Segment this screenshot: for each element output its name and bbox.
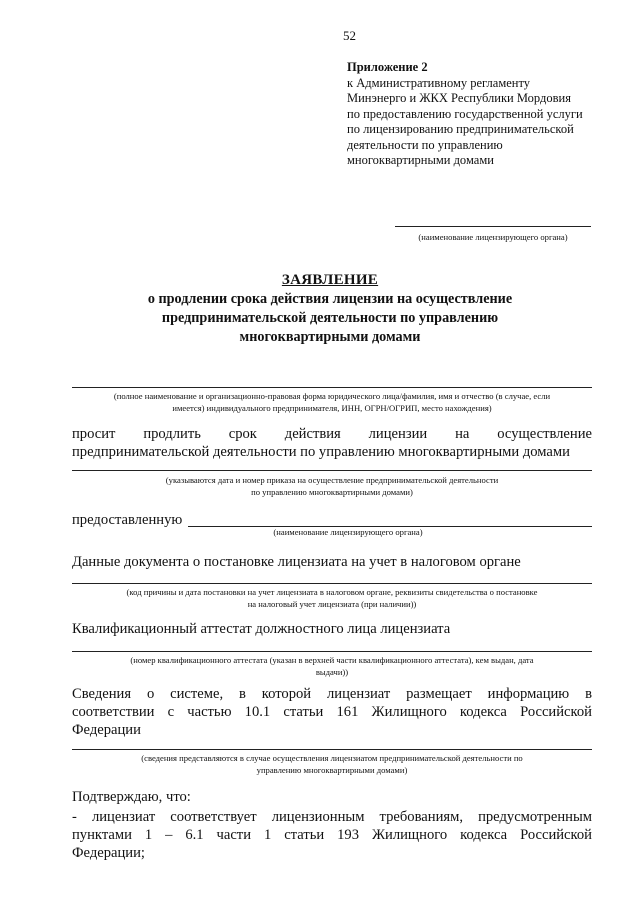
caption-line: управлению многоквартирными домами) [256,765,408,775]
applicant-caption [72,390,592,414]
certificate-line[interactable] [72,651,592,652]
document-heading [70,271,590,347]
heading-line: предпринимательской деятельности по управлению [161,310,499,326]
caption-line: (полное наименование и организационно-правовая форма юридического лица/фамилия, имя и отчество (в случае, если [113,391,551,401]
appendix-title: Приложение 2 [347,60,428,74]
confirm-line-2: пунктами 1 – 6.1 части 1 статьи 193 Жилищного кодекса Российской [72,827,592,843]
caption-line: по управлению многоквартирными домами) [251,487,413,497]
caption-line: (код причины и дата постановки на учет лицензиата в налоговом органе, реквизиты свидетельства о постановке [126,587,538,597]
system-line-3: Федерации [72,722,141,738]
licensing-body-line[interactable] [395,226,591,227]
system-caption [72,752,592,776]
caption-line: имеется) индивидуального предпринимателя, ИНН, ОГРН/ОГРИП, место нахождения) [172,403,492,413]
appendix-line: к Административному регламенту [347,75,531,90]
provided-label: предоставленную [72,512,183,528]
appendix-line: Минэнерго и ЖКХ Республики Мордовия [347,91,571,105]
tax-label: Данные документа о постановке лицензиата на учет в налоговом органе [72,554,521,570]
tax-caption [72,586,592,610]
caption-line: (номер квалификационного аттестата (указан в верхней части квалификационного аттестата), кем выдан, дата [130,655,534,665]
confirm-line-3: Федерации; [72,845,145,861]
caption-line: (указываются дата и номер приказа на осуществление предпринимательской деятельности [165,475,499,485]
request-line-2: предпринимательской деятельности по управлению многоквартирными домами [72,444,570,460]
system-line[interactable] [72,749,592,750]
applicant-line[interactable] [72,387,592,388]
tax-line[interactable] [72,583,592,584]
licensing-body-caption: (наименование лицензирующего органа) [418,232,568,242]
order-line[interactable] [72,470,592,471]
certificate-caption [72,654,592,678]
heading-line: многоквартирными домами [239,329,421,345]
appendix-block [347,60,617,169]
caption-line: (сведения представляются в случае осуществления лицензиатом предпринимательской деятельности по [141,753,523,763]
system-line-2: соответствии с частью 10.1 статьи 161 Жилищного кодекса Российской [72,704,592,720]
page-number: 52 [343,28,356,43]
appendix-line: по лицензированию предпринимательской [347,122,574,136]
confirm-line-1: - лицензиат соответствует лицензионным требованиям, предусмотренным [72,809,592,825]
certificate-label: Квалификационный аттестат должностного лица лицензиата [72,621,451,637]
heading-line: о продлении срока действия лицензии на осуществление [147,291,513,307]
caption-line: выдачи)) [315,667,349,677]
appendix-line: многоквартирными домами [347,153,494,167]
request-line-1: просит продлить срок действия лицензии на осуществление [72,426,592,442]
caption-line: на налоговый учет лицензиата (при наличии)) [247,599,417,609]
order-caption [72,474,592,498]
document-title: ЗАЯВЛЕНИЕ [281,272,379,288]
appendix-line: по предоставлению государственной услуги [347,106,583,121]
appendix-line: деятельности по управлению [347,137,503,152]
provided-caption: (наименование лицензирующего органа) [273,527,423,537]
system-line-1: Сведения о системе, в которой лицензиат размещает информацию в [72,686,592,702]
confirm-label: Подтверждаю, что: [72,789,191,805]
